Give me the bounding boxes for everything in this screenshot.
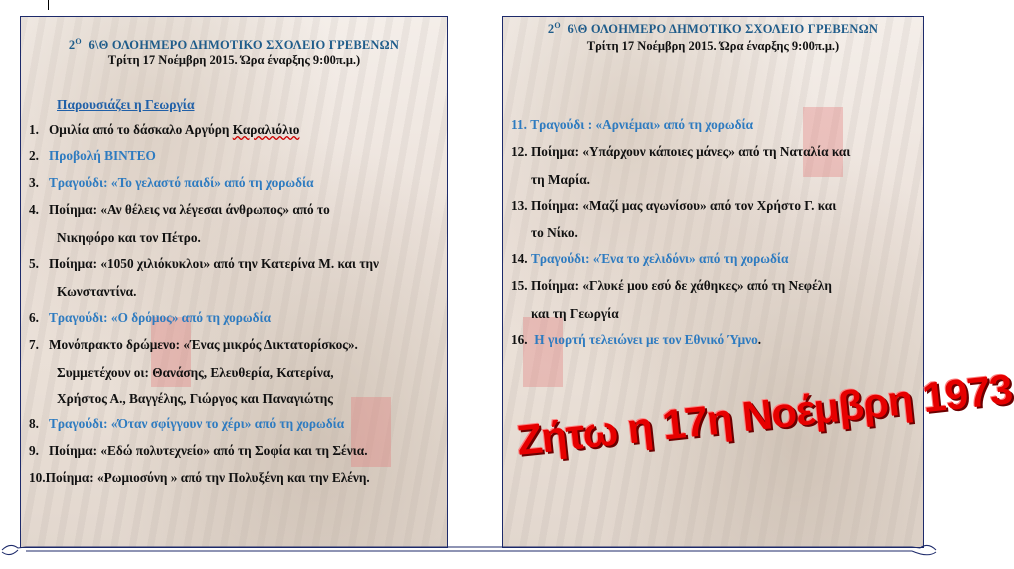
program-item-4: 4. Ποίημα: «Αν θέλεις να λέγεσαι άνθρωπος» από το (29, 202, 330, 217)
program-item-16: 16. Η γιορτή τελειώνει με τον Εθνικό Ύμνο. (511, 332, 762, 347)
program-item-12: 12. Ποίημα: «Υπάρχουν κάποιες μάνες» από τη Ναταλία και (511, 144, 851, 159)
program-item-13-continuation: το Νίκο. (531, 225, 578, 240)
program-item-4-continuation: Νικηφόρο και τον Πέτρο. (57, 230, 201, 245)
program-item-9: 9. Ποίημα: «Εδώ πολυτεχνείο» από τη Σοφία και τη Σένια. (29, 443, 368, 458)
left-page (20, 16, 448, 548)
program-item-10: 10.Ποίημα: «Ρωμιοσύνη » από την Πολυξένη και την Ελένη. (29, 470, 370, 485)
program-item-7-continuation: Συμμετέχουν οι: Θανάσης, Ελευθερία, Κατερίνα, (57, 365, 334, 380)
document-fold-line (0, 538, 938, 558)
program-item-14: 14. Τραγούδι: «Ένα το χελιδόνι» από τη χορωδία (511, 251, 789, 266)
school-header: $2^O$ 6\Θ ΟΛΟΗΜΕΡΟ ΔΗΜΟΤΙΚΟ ΣΧΟΛΕΙΟ ΓΡΕΒΕΝΩΝ (547, 21, 879, 37)
program-item-1: 1. Ομιλία από το δάσκαλο Αργύρη Καραλιόλιο (29, 122, 300, 137)
program-item-15-continuation: και τη Γεωργία (531, 306, 619, 321)
program-item-12-continuation: τη Μαρία. (531, 172, 590, 187)
slogan-wordart: Ζήτω η 17η Νοέμβρη 1973 (514, 365, 1014, 464)
program-item-7-continuation-2: Χρήστος Α., Βαγγέλης, Γιώργος και Παναγιώτης (57, 391, 333, 406)
date-line: Τρίτη 17 Νοέμβρη 2015. Ώρα έναρξης 9:00π.μ.) (107, 53, 361, 67)
presenter-intro: Παρουσιάζει η Γεωργία (57, 97, 195, 112)
program-item-6: 6. Τραγούδι: «Ο δρόμος» από τη χορωδία (29, 310, 272, 325)
right-page (502, 16, 1014, 548)
program-item-5: 5. Ποίημα: «1050 χιλιόκυκλοι» από την Κατερίνα Μ. και την (29, 256, 379, 271)
program-item-3: 3. Τραγούδι: «Το γελαστό παιδί» από τη χορωδία (29, 175, 314, 190)
program-item-7: 7. Μονόπρακτο δρώμενο: «Ένας μικρός Δικτατορίσκος». (29, 337, 358, 352)
program-item-8: 8. Τραγούδι: «Όταν σφίγγουν το χέρι» από τη χορωδία (29, 416, 345, 431)
text-cursor (48, 0, 49, 10)
date-line: Τρίτη 17 Νοέμβρη 2015. Ώρα έναρξης 9:00π.μ.) (586, 39, 840, 53)
program-item-11: 11. Τραγούδι : «Αρνιέμαι» από τη χορωδία (511, 117, 754, 132)
program-item-2: 2. Προβολή ΒΙΝΤΕΟ (29, 148, 156, 163)
program-item-13: 13. Ποίημα: «Μαζί μας αγωνίσου» από τον Χρήστο Γ. και (511, 198, 837, 213)
program-item-15: 15. Ποίημα: «Γλυκέ μου εσύ δε χάθηκες» από τη Νεφέλη (511, 278, 832, 293)
school-header: $2^O$ 6\Θ ΟΛΟΗΜΕΡΟ ΔΗΜΟΤΙΚΟ ΣΧΟΛΕΙΟ ΓΡΕΒΕΝΩΝ (68, 37, 400, 53)
program-item-5-continuation: Κωνσταντίνα. (57, 284, 137, 299)
